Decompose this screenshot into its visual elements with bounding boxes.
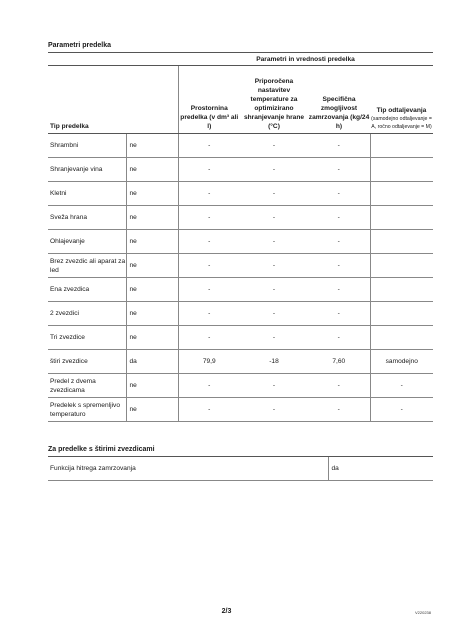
compartment-present: ne	[126, 398, 178, 422]
params-table	[48, 52, 433, 422]
compartment-defrost: -	[370, 374, 433, 398]
compartment-freezing: -	[308, 206, 370, 230]
compartment-volume: -	[178, 230, 240, 254]
compartment-defrost	[370, 278, 433, 302]
fast-freeze-value: da	[328, 457, 433, 481]
table-row	[48, 326, 433, 350]
compartment-present: ne	[126, 302, 178, 326]
compartment-freezing: -	[308, 158, 370, 182]
table-row	[48, 398, 433, 422]
header-defrost	[370, 66, 433, 134]
compartment-volume: -	[178, 374, 240, 398]
table-row	[48, 374, 433, 398]
compartment-freezing: -	[308, 182, 370, 206]
compartment-defrost	[370, 206, 433, 230]
compartment-name: Brez zvezdic ali aparat za led	[48, 254, 126, 278]
compartment-temperature: -	[240, 278, 308, 302]
compartment-defrost: samodejno	[370, 350, 433, 374]
compartment-name: Predelek s spremenljivo temperaturo	[48, 398, 126, 422]
compartment-defrost	[370, 302, 433, 326]
compartment-temperature: -	[240, 374, 308, 398]
compartment-volume: -	[178, 254, 240, 278]
compartment-defrost	[370, 230, 433, 254]
compartment-name: štiri zvezdice	[48, 350, 126, 374]
compartment-defrost	[370, 134, 433, 158]
compartment-freezing: 7,60	[308, 350, 370, 374]
compartment-present: da	[126, 350, 178, 374]
compartment-volume: -	[178, 302, 240, 326]
compartment-present: ne	[126, 254, 178, 278]
compartment-temperature: -	[240, 230, 308, 254]
compartment-defrost	[370, 326, 433, 350]
four-star-section	[48, 445, 433, 457]
compartment-defrost	[370, 182, 433, 206]
compartment-freezing: -	[308, 134, 370, 158]
header-defrost-note: (samodejno odtaljevanje = A, ročno odtaljevanje = M)	[371, 116, 432, 130]
compartment-volume: -	[178, 206, 240, 230]
compartment-freezing: -	[308, 278, 370, 302]
compartment-temperature: -	[240, 206, 308, 230]
compartment-volume: 79,9	[178, 350, 240, 374]
compartment-name: 2 zvezdici	[48, 302, 126, 326]
compartment-present: ne	[126, 134, 178, 158]
table-row	[48, 206, 433, 230]
header-defrost-label: Tip odtaljevanja	[376, 107, 427, 114]
table-row	[48, 254, 433, 278]
compartment-temperature: -	[240, 326, 308, 350]
compartment-present: ne	[126, 230, 178, 254]
compartment-present: ne	[126, 326, 178, 350]
compartment-temperature: -	[240, 134, 308, 158]
compartment-name: Shranjevanje vina	[48, 158, 126, 182]
header-type: Tip predelka	[48, 66, 178, 134]
compartment-freezing: -	[308, 230, 370, 254]
compartment-volume: -	[178, 182, 240, 206]
compartment-temperature: -	[240, 398, 308, 422]
compartment-name: Ohlajevanje	[48, 230, 126, 254]
compartment-present: ne	[126, 182, 178, 206]
table-row	[48, 350, 433, 374]
table-row	[48, 230, 433, 254]
header-freezing: Specifična zmogljivost zamrzovanja (kg/24 h)	[308, 66, 370, 134]
compartment-freezing: -	[308, 254, 370, 278]
params-table-body	[48, 134, 433, 422]
fast-freeze-label: Funkcija hitrega zamrzovanja	[48, 457, 328, 481]
compartment-name: Shrambni	[48, 134, 126, 158]
compartment-volume: -	[178, 398, 240, 422]
blank-header-cell	[48, 53, 178, 66]
header-volume: Prostornina predelka (v dm³ ali l)	[178, 66, 240, 134]
compartment-present: ne	[126, 158, 178, 182]
compartment-name: Sveža hrana	[48, 206, 126, 230]
compartment-present: ne	[126, 278, 178, 302]
compartment-defrost	[370, 158, 433, 182]
page-number: 2/3	[221, 608, 232, 615]
compartment-defrost	[370, 254, 433, 278]
compartment-temperature: -	[240, 158, 308, 182]
compartment-name: Kletni	[48, 182, 126, 206]
four-star-section-title: Za predelke s štirimi zvezdicami	[48, 446, 155, 453]
table-row	[48, 158, 433, 182]
compartment-name: Ena zvezdica	[48, 278, 126, 302]
compartment-present: ne	[126, 206, 178, 230]
compartment-freezing: -	[308, 302, 370, 326]
compartment-temperature: -	[240, 302, 308, 326]
table-row	[48, 182, 433, 206]
table-row	[48, 457, 433, 481]
params-section-title: Parametri predelka	[48, 42, 112, 49]
compartment-freezing: -	[308, 398, 370, 422]
compartment-volume: -	[178, 134, 240, 158]
four-star-table	[48, 457, 433, 481]
compartment-name: Tri zvezdice	[48, 326, 126, 350]
compartment-name: Predel z dvema zvezdicama	[48, 374, 126, 398]
compartment-volume: -	[178, 278, 240, 302]
table-row	[48, 134, 433, 158]
compartment-present: ne	[126, 374, 178, 398]
document-code: V220238	[414, 610, 431, 615]
compartment-freezing: -	[308, 374, 370, 398]
compartment-temperature: -18	[240, 350, 308, 374]
compartment-defrost: -	[370, 398, 433, 422]
compartment-freezing: -	[308, 326, 370, 350]
compartment-temperature: -	[240, 182, 308, 206]
compartment-temperature: -	[240, 254, 308, 278]
table-row	[48, 302, 433, 326]
compartment-volume: -	[178, 326, 240, 350]
table-row	[48, 278, 433, 302]
compartment-volume: -	[178, 158, 240, 182]
header-temperature: Priporočena nastavitev temperature za optimizirano shranjevanje hrane (°C)	[240, 66, 308, 134]
group-header: Parametri in vrednosti predelka	[178, 53, 433, 66]
